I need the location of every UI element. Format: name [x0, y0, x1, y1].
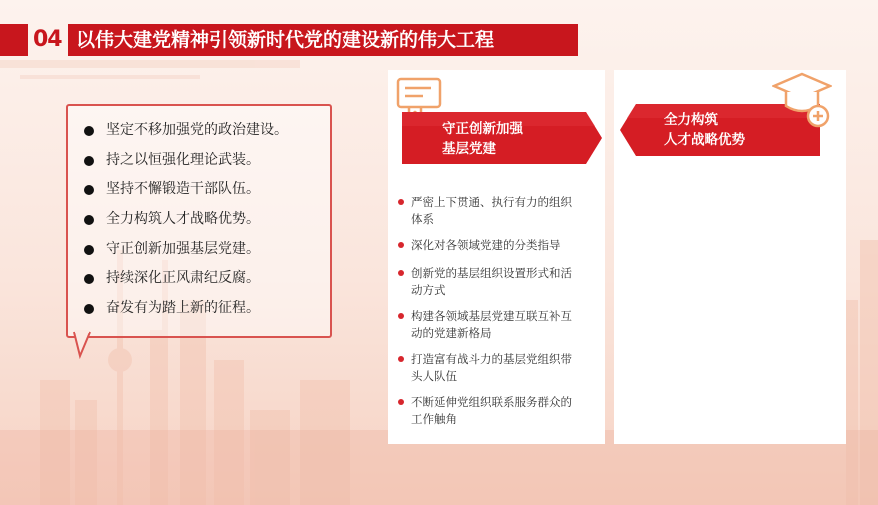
bullet-icon	[84, 185, 94, 195]
bullet-icon	[84, 215, 94, 225]
callout-box	[66, 104, 332, 338]
left-panel	[388, 70, 605, 444]
bullet-icon	[84, 126, 94, 136]
list-item: 严密上下贯通、执行有力的组织 体系	[396, 194, 601, 228]
title-bar	[0, 24, 580, 56]
callout-item: 奋发有为踏上新的征程。	[84, 294, 330, 324]
list-item: 打造富有战斗力的基层党组织带 头人队伍	[396, 351, 601, 385]
list-item: 不断延伸党组织联系服务群众的 工作触角	[396, 394, 601, 428]
title-stripe	[0, 24, 28, 56]
callout-item: 守正创新加强基层党建。	[84, 235, 330, 265]
callout-item: 持续深化正风肃纪反腐。	[84, 264, 330, 294]
list-item: 创新党的基层组织设置形式和活 动方式	[396, 265, 601, 299]
bullet-icon	[398, 313, 404, 319]
right-panel	[614, 70, 846, 444]
page-title: 以伟大建党精神引领新时代党的建设新的伟大工程	[76, 29, 495, 51]
bullet-icon	[84, 304, 94, 314]
callout-item: 坚定不移加强党的政治建设。	[84, 116, 330, 146]
graduation-cap-icon	[772, 72, 832, 130]
title-number: 04	[33, 27, 62, 52]
bullet-icon	[398, 199, 404, 205]
bullet-icon	[398, 242, 404, 248]
bullet-icon	[398, 399, 404, 405]
bullet-icon	[398, 270, 404, 276]
bullet-icon	[398, 356, 404, 362]
list-item: 构建各领域基层党建互联互补互 动的党建新格局	[396, 308, 601, 342]
bullet-icon	[84, 274, 94, 284]
callout-item: 坚持不懈锻造干部队伍。	[84, 175, 330, 205]
right-ribbon-title: 全力构筑 人才战略优势	[664, 112, 745, 148]
left-item-list	[396, 194, 601, 428]
list-item: 深化对各领域党建的分类指导	[396, 237, 601, 254]
left-ribbon-title: 守正创新加强 基层党建	[442, 121, 523, 157]
bullet-icon	[84, 245, 94, 255]
callout-item: 持之以恒强化理论武装。	[84, 146, 330, 176]
callout-list	[68, 106, 330, 324]
callout-item: 全力构筑人才战略优势。	[84, 205, 330, 235]
callout-tail	[72, 330, 102, 360]
bullet-icon	[84, 156, 94, 166]
